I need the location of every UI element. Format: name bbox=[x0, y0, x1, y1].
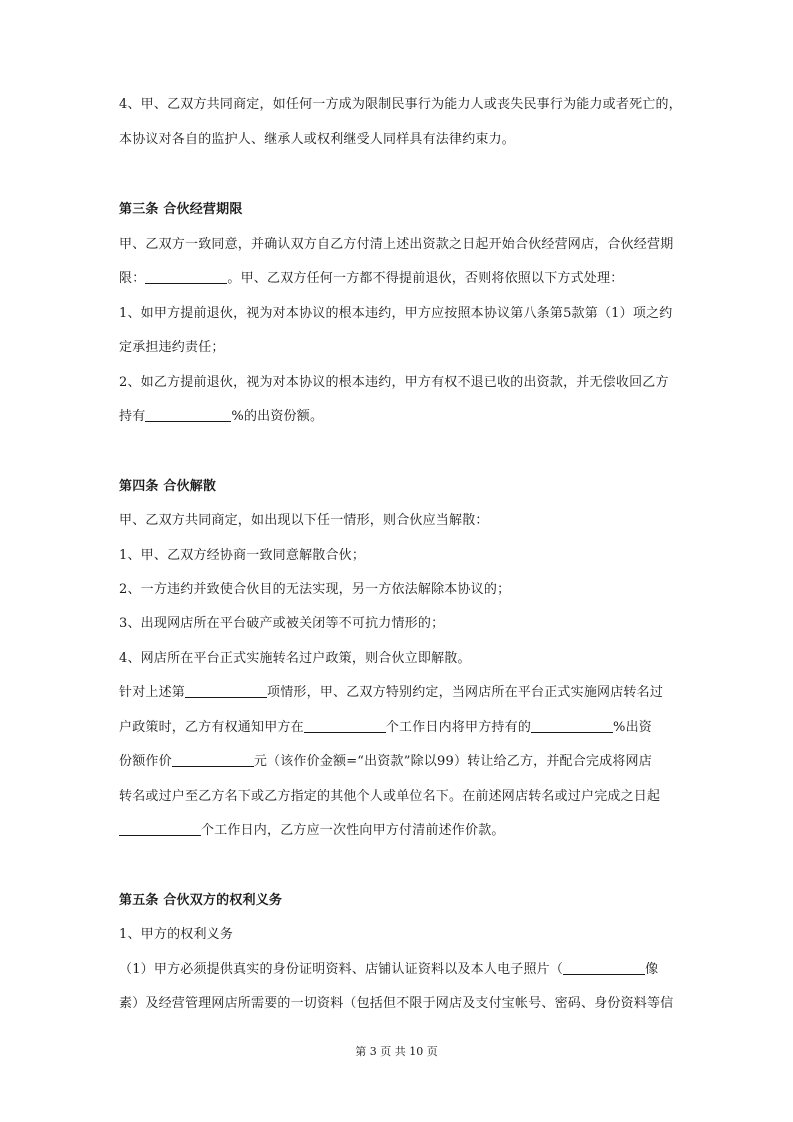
section-heading: 第四条 合伙解散 bbox=[119, 479, 217, 494]
paragraph-line: 定承担违约责任； bbox=[119, 340, 225, 355]
text-run: 个工作日内将甲方持有的 bbox=[385, 720, 532, 735]
text-run: 户政策时，乙方有权通知甲方在 bbox=[119, 720, 304, 735]
paragraph-line: 1、如甲方提前退伙，视为对本协议的根本违约，甲方应按照本协议第八条第5款第（1）项之约 bbox=[119, 306, 673, 321]
paragraph-line: 甲、乙双方共同商定，如出现以下任一情形，则合伙应当解散： bbox=[119, 513, 489, 528]
paragraph-line bbox=[119, 960, 679, 980]
paragraph-line: 本协议对各自的监护人、继承人或权利继受人同样具有法律约束力。 bbox=[119, 132, 516, 147]
paragraph-line: 2、如乙方提前退伙，视为对本协议的根本违约，甲方有权不退已收的出资款，并无偿收回乙方 bbox=[119, 375, 669, 390]
section-heading: 第三条 合伙经营期限 bbox=[119, 202, 243, 217]
paragraph-line: 4、甲、乙双方共同商定，如任何一方成为限制民事行为能力人或丧失民事行为能力或者死亡的， bbox=[119, 97, 682, 112]
paragraph-line: 甲、乙双方一致同意，并确认双方自乙方付清上述出资款之日起开始合伙经营网店，合伙经营期 bbox=[119, 237, 674, 252]
text-run: 个工作日内，乙方应一次性向甲方付清前述作价款。 bbox=[201, 823, 505, 838]
text-run: 。甲、乙双方任何一方都不得提前退伙，否则将依照以下方式处理： bbox=[227, 271, 624, 286]
fill-in-blank bbox=[145, 269, 227, 284]
text-run: （1）甲方必须提供真实的身份证明资料、店铺认证资料以及本人电子照片（ bbox=[119, 962, 564, 977]
paragraph-line: 素）及经营管理网店所需要的一切资料（包括但不限于网店及支付宝帐号、密码、身份资料等信 bbox=[119, 996, 674, 1011]
text-run: 份额作价 bbox=[119, 754, 172, 769]
fill-in-blank bbox=[185, 683, 267, 698]
paragraph-line: 4、网店所在平台正式实施转名过户政策，则合伙立即解散。 bbox=[119, 651, 471, 666]
text-run: 元（该作价金额=“出资款”除以99）转让给乙方，并配合完成将网店 bbox=[253, 754, 652, 769]
text-run: 项情形，甲、乙双方特别约定，当网店所在平台正式实施网店转名过 bbox=[267, 685, 664, 700]
paragraph-line bbox=[119, 407, 679, 427]
fill-in-blank bbox=[304, 718, 386, 733]
fill-in-blank bbox=[145, 407, 231, 422]
paragraph-line bbox=[119, 752, 679, 772]
text-run: %出资 bbox=[613, 720, 652, 735]
paragraph-line: 1、甲、乙双方经协商一致同意解散合伙； bbox=[119, 548, 366, 563]
paragraph-line: 1、甲方的权利义务 bbox=[119, 927, 234, 942]
paragraph-line: 3、出现网店所在平台破产或被关闭等不可抗力情形的； bbox=[119, 616, 445, 631]
paragraph-line bbox=[119, 269, 679, 289]
text-run: 针对上述第 bbox=[119, 685, 186, 700]
page-number-footer: 第 3 页 共 10 页 bbox=[355, 1045, 438, 1058]
fill-in-blank bbox=[119, 821, 201, 836]
paragraph-line: 2、一方违约并致使合伙目的无法实现，另一方依法解除本协议的； bbox=[119, 582, 511, 597]
text-run: 持有 bbox=[119, 409, 146, 424]
text-run: 像 bbox=[645, 962, 659, 977]
text-run: 限： bbox=[119, 271, 146, 286]
paragraph-line bbox=[119, 718, 679, 738]
fill-in-blank bbox=[563, 960, 645, 975]
fill-in-blank bbox=[531, 718, 613, 733]
paragraph-line bbox=[119, 821, 679, 841]
paragraph-line bbox=[119, 683, 679, 703]
section-heading: 第五条 合伙双方的权利义务 bbox=[119, 893, 283, 908]
paragraph-line: 转名或过户至乙方名下或乙方指定的其他个人或单位名下。在前述网店转名或过户完成之日起 bbox=[119, 789, 661, 804]
fill-in-blank bbox=[172, 752, 254, 767]
text-run: %的出资份额。 bbox=[231, 409, 324, 424]
